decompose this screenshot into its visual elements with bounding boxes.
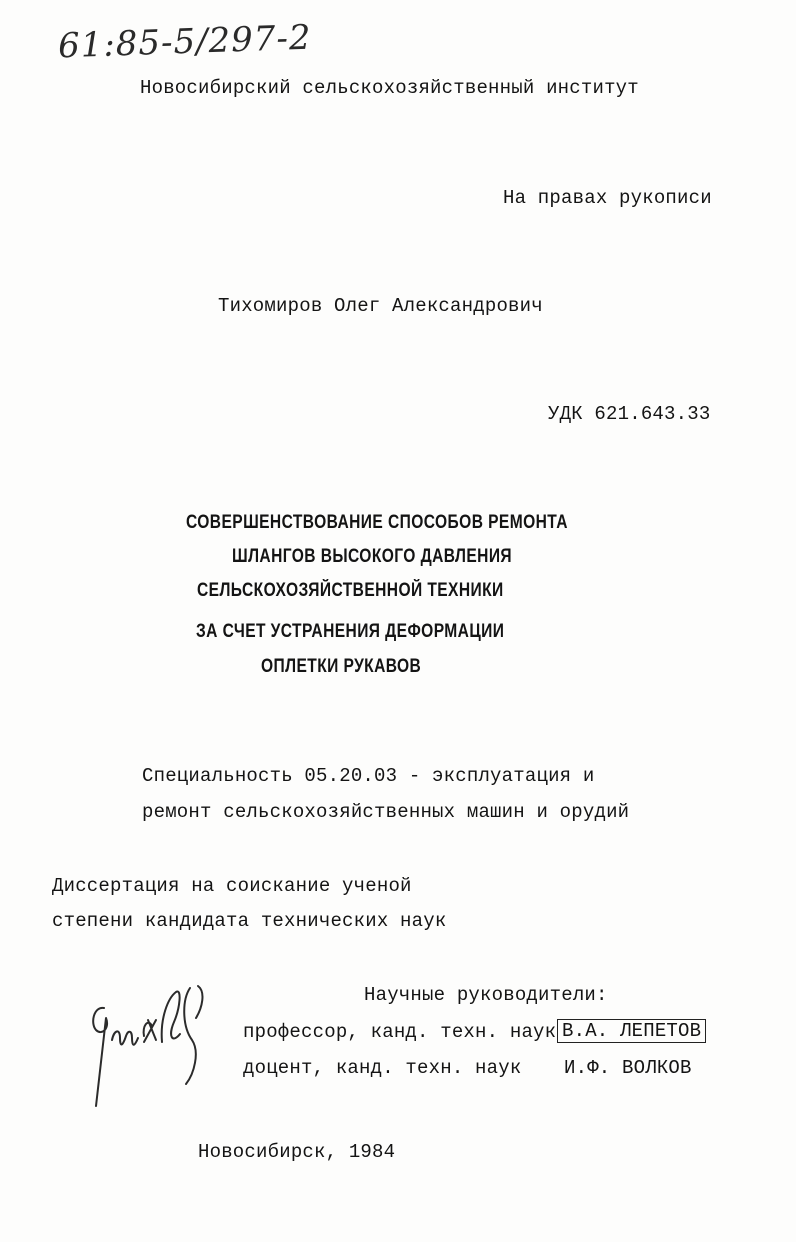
supervisor-role: профессор, канд. техн. наук: [243, 1021, 557, 1043]
supervisor-role: доцент, канд. техн. наук: [243, 1057, 522, 1079]
manuscript-rights: На правах рукописи: [503, 187, 712, 209]
dissertation-line: Диссертация на соискание ученой: [52, 875, 412, 897]
title-line: ОПЛЕТКИ РУКАВОВ: [261, 656, 422, 677]
author-name: Тихомиров Олег Александрович: [218, 295, 543, 317]
handwritten-signature: [82, 978, 222, 1118]
supervisors-heading: Научные руководители:: [364, 984, 608, 1006]
place-year: Новосибирск, 1984: [198, 1141, 396, 1163]
archive-number: 61:85-5/297-2: [57, 17, 313, 67]
supervisor-name: И.Ф. ВОЛКОВ: [564, 1057, 692, 1079]
udc-code: УДК 621.643.33: [548, 403, 711, 425]
title-line: ЗА СЧЕТ УСТРАНЕНИЯ ДЕФОРМАЦИИ: [196, 621, 505, 642]
institute-name: Новосибирский сельскохозяйственный институт: [140, 77, 639, 99]
dissertation-line: степени кандидата технических наук: [52, 910, 447, 932]
title-line: ШЛАНГОВ ВЫСОКОГО ДАВЛЕНИЯ: [232, 546, 513, 567]
title-line: СОВЕРШЕНСТВОВАНИЕ СПОСОБОВ РЕМОНТА: [186, 512, 568, 533]
specialty-line: ремонт сельскохозяйственных машин и орудий: [142, 801, 630, 823]
title-line: СЕЛЬСКОХОЗЯЙСТВЕННОЙ ТЕХНИКИ: [197, 580, 504, 601]
specialty-line: Специальность 05.20.03 - эксплуатация и: [142, 765, 595, 787]
supervisor-name: [557, 1019, 706, 1043]
supervisor-name-box: В.А. ЛЕПЕТОВ: [557, 1019, 706, 1043]
